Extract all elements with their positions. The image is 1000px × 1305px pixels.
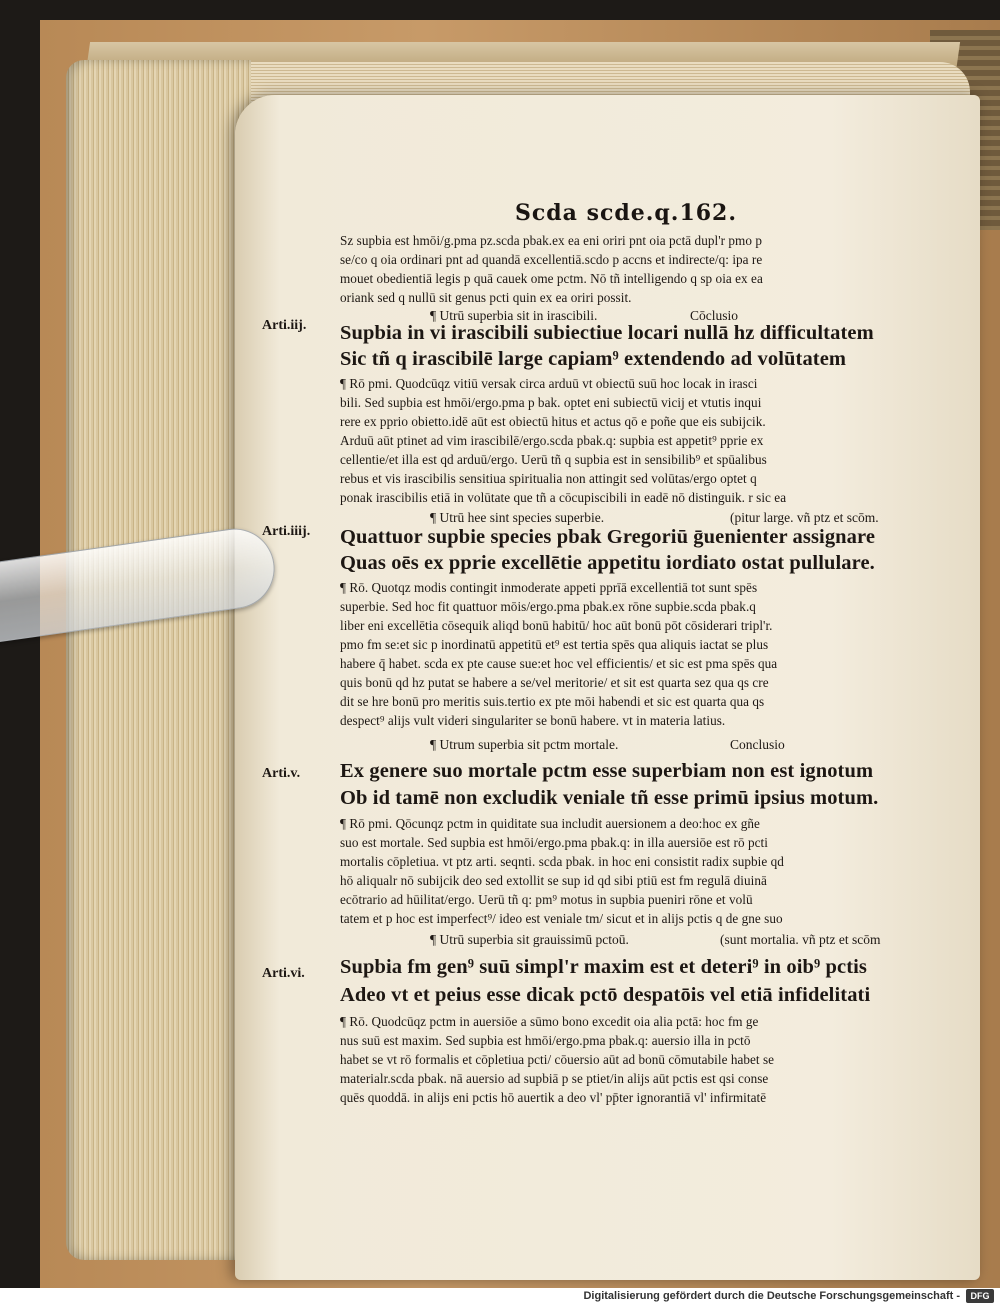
question-continuation: (pitur large. vñ ptz et scōm. (730, 510, 879, 525)
question-heading: ¶ Utrū superbia sit grauissimū pctoū. (430, 932, 629, 947)
text-line: cellentie/et illa est qd arduū/ergo. Uerū tñ q supbia est in sensibilib⁹ et spūalibus (340, 452, 767, 467)
conclusion-label: Cōclusio (690, 308, 739, 323)
text-line: rebus et vis irascibilis sensitiua spiritualia non attingit sed volūtas/ergo optet q (340, 471, 757, 486)
text-line: suo est mortale. Sed supbia est hmōi/ergo.pma pbak.q: in illa auersiōe est rō pcti (340, 835, 768, 850)
question-continuation: (sunt mortalia. vñ ptz et scōm (720, 932, 881, 947)
text-line: oriank sed q nullū sit genus pcti quin ex ea oriri possit. (340, 290, 632, 305)
conclusion-label: Conclusio (730, 737, 785, 752)
conclusion-line: Quattuor supbie species pbak Gregoriū ḡuenienter assignare (340, 526, 876, 548)
text-line: ecōtrario ad hūilitat/ergo. Uerū tñ q: pm⁹ motus in supbia pueniri rōne et volū (340, 892, 753, 907)
text-line: hō aliqualr nō subijcik deo sed extollit se sup id qd sibi ptiū est fm regulā diuinā (340, 873, 767, 888)
dfg-logo: DFG (966, 1289, 994, 1303)
text-line: superbie. Sed hoc fit quattuor mōis/ergo.pma pbak.ex rōne supbie.scda pbak.q (340, 599, 756, 614)
text-line: Arduū aūt ptinet ad vim irascibilē/ergo.scda pbak.q: supbia est appetit⁹ pprie ex (340, 433, 764, 448)
text-line: quēs quoddā. in alijs eni pctis hō auertik a deo vl' pp̄ter ignorantiā vl' infirmitatē (340, 1090, 767, 1105)
question-heading: ¶ Utrum superbia sit pctm mortale. (430, 737, 619, 752)
conclusion-line: Adeo vt et peius esse dicak pctō despatōis vel etiā infidelitati (340, 984, 871, 1006)
text-line: ¶ Rō pmi. Quodcūqz vitiū versak circa arduū vt obiectū suū hoc locak in irasci (340, 376, 758, 391)
text-line: mouet obedientiā legis p quā cauek ome pctm. Nō tñ intelligendo q sp oia ex ea (340, 271, 763, 286)
text-line: quis bonū qd hz putat se habere a se/vel meritorie/ et sit est quarta sez qua qs cre (340, 675, 769, 690)
text-line: habet se vt rō formalis et cōpletiua pcti/ cōuersio aūt ad bonū cōmutabile habet se (340, 1052, 775, 1067)
text-line: ¶ Rō. Quotqz modis contingit inmoderate appeti pprīā excellentiā tot sunt spēs (340, 580, 758, 595)
text-line: materialr.scda pbak. nā auersio ad supbiā p se ptiet/in alijs aūt pctis est qsi conse (340, 1071, 769, 1086)
text-line: rere ex pprio obietto.idē aūt est obiectū hitus et actus qō e poñe que eis subijcik. (340, 414, 766, 429)
running-head: Scda scde.q.162. (515, 200, 738, 226)
conclusion-line: Quas oēs ex pprie excellētie appetitu iordiato ostat pullulare. (340, 552, 875, 574)
funding-credit: Digitalisierung gefördert durch die Deutsche Forschungsgemeinschaft - (583, 1290, 960, 1302)
text-line: nus suū est maxim. Sed supbia est hmōi/ergo.pma pbak.q: auersio illa in pctō (340, 1033, 751, 1048)
text-line: ¶ Rō pmi. Qōcunqz pctm in quiditate sua includit auersionem a deo:hoc ex gñe (340, 816, 760, 831)
footer-bar (0, 1288, 1000, 1305)
question-heading: ¶ Utrū hee sint species superbie. (430, 510, 605, 525)
text-line: dit se hre bonū pro meritis suis.tertio ex pte mōi habendi et sic est quarta qua qs (340, 694, 765, 709)
text-line: tatem et p hoc est imperfect⁹/ ideo est veniale tm/ sicut et in alijs pctis q de gne suo (340, 911, 783, 926)
article-margin-label: Arti.v. (262, 766, 301, 781)
text-line: liber eni excellētia cōsequik aliqd bonū habitū/ hoc aūt bonū pōt cōsiderari tripl'r. (340, 618, 773, 633)
conclusion-line: Sic tñ q irascibilē large capiam⁹ extendendo ad volūtatem (340, 348, 847, 370)
conclusion-line: Supbia in vi irascibili subiectiue locari nullā hz difficultatem (340, 322, 874, 344)
conclusion-line: Supbia fm gen⁹ suū simpl'r maxim est et deteri⁹ in oib⁹ pctis (340, 956, 868, 978)
text-line: pmo fm se:et sic p inordinatū appetitū et⁹ est tertia spēs qua aliquis iactat se plus (340, 637, 769, 652)
text-line: mortalis cōpletiua. vt ptz arti. seqnti. scda pbak. in hoc eni consistit radix supbie qd (340, 854, 784, 869)
article-margin-label: Arti.iiij. (262, 524, 311, 539)
page-edges-left (66, 60, 251, 1260)
text-line: despect⁹ alijs vult videri singulariter se bonū habere. vt in materia latius. (340, 713, 726, 728)
text-line: ¶ Rō. Quodcūqz pctm in auersiōe a sūmo bono excedit oia alia pctā: hoc fm ge (340, 1014, 759, 1029)
text-line: bili. Sed supbia est hmōi/ergo.pma p bak. optet eni subiectū vicij et vtutis inqui (340, 395, 762, 410)
text-line: se/co q oia ordinari pnt ad quandā excellentiā.scdo p accns et indirecte/q: ipa re (340, 252, 763, 267)
article-margin-label: Arti.vi. (262, 966, 305, 981)
article-margin-label: Arti.iij. (262, 318, 307, 333)
conclusion-line: Ex genere suo mortale pctm esse superbiam non est ignotum (340, 760, 874, 782)
text-line: ponak irascibilis etiā in volūtate que tñ a cōcupiscibili in eadē nō distinguik. r sic ea (340, 490, 787, 505)
question-heading: ¶ Utrū superbia sit in irascibili. (430, 308, 598, 323)
text-line: Sz supbia est hmōi/g.pma pz.scda pbak.ex ea eni oriri pnt oia pctā dupl'r pmo p (340, 233, 762, 248)
conclusion-line: Ob id tamē non excludik veniale tñ esse primū ipsius motum. (340, 787, 879, 809)
text-line: habere q̄ habet. scda ex pte cause sue:et hoc vel efficientis/ et sic est pma spēs qua (340, 656, 778, 671)
